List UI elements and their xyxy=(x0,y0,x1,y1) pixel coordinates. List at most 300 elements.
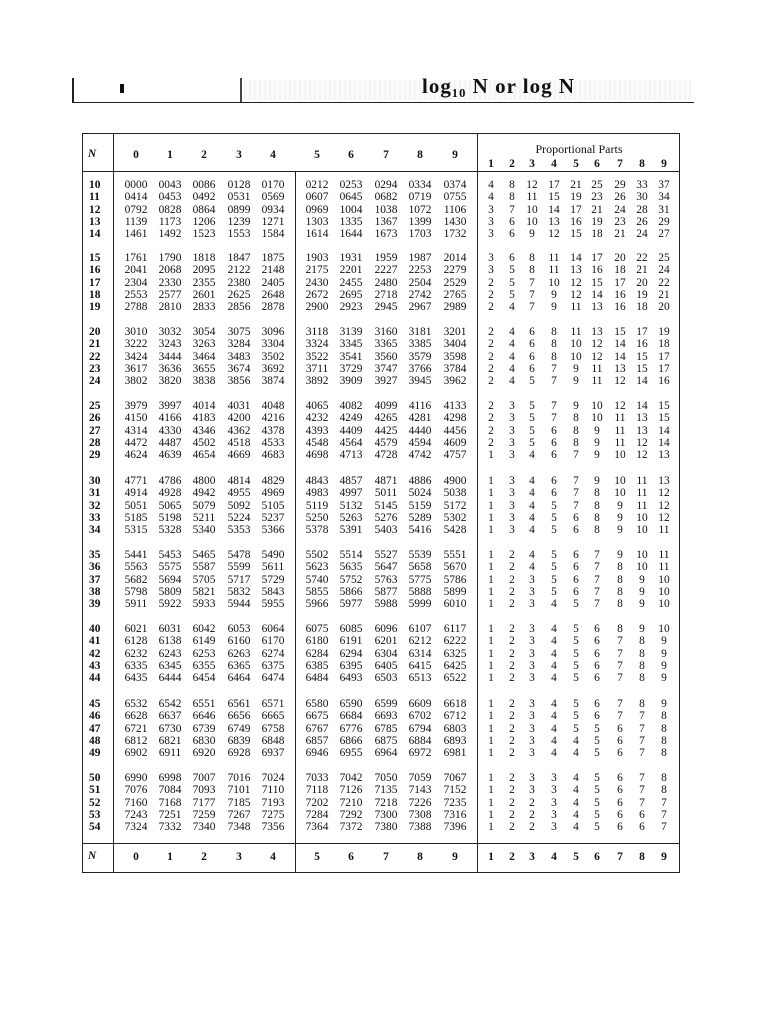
pp-value: 9 xyxy=(639,585,645,598)
log-value: 4624 xyxy=(124,449,148,462)
pp-value: 21 xyxy=(591,203,603,216)
n-footer: N xyxy=(87,850,97,862)
pp-value: 13 xyxy=(570,264,582,277)
log-value: 5250 xyxy=(305,511,329,524)
log-value: 3483 xyxy=(227,350,251,363)
log-value: 6395 xyxy=(339,659,363,672)
n-header: N xyxy=(87,148,97,160)
log-value: 3655 xyxy=(192,362,216,375)
log-value: 5315 xyxy=(124,524,148,537)
pp-value: 31 xyxy=(658,203,670,216)
pp-value: 9 xyxy=(639,598,645,611)
log-value: 7050 xyxy=(374,772,398,784)
log-value: 3711 xyxy=(305,362,329,375)
log-value: 4216 xyxy=(261,412,285,425)
log-value: 5752 xyxy=(339,573,363,586)
log-value: 4564 xyxy=(339,436,363,449)
row-n-value: 11 xyxy=(89,191,100,204)
log-value: 2577 xyxy=(158,288,182,301)
pp-value: 8 xyxy=(661,747,667,760)
log-value: 6964 xyxy=(374,747,398,760)
log-value: 6425 xyxy=(443,659,467,672)
pp-value: 1 xyxy=(488,585,494,598)
log-value: 7308 xyxy=(408,808,432,821)
log-value: 5263 xyxy=(339,511,363,524)
log-value: 3243 xyxy=(158,338,182,351)
pp-value: 6 xyxy=(509,215,515,228)
pp-value: 15 xyxy=(658,400,670,412)
log-value: 3909 xyxy=(339,375,363,388)
pp-value: 1 xyxy=(488,623,494,635)
pp-value: 8 xyxy=(529,252,535,264)
pp-value: 7 xyxy=(639,772,645,784)
log-value: 7332 xyxy=(158,821,182,834)
pp-value: 23 xyxy=(591,191,603,204)
log-value: 1335 xyxy=(339,215,363,228)
pp-value: 13 xyxy=(591,301,603,314)
log-value: 4065 xyxy=(305,400,329,412)
pp-value: 11 xyxy=(614,424,626,437)
pp-value: 10 xyxy=(614,487,626,500)
pp-value: 3 xyxy=(529,784,535,797)
pp-value: 7 xyxy=(661,808,667,821)
pp-value: 2 xyxy=(509,698,515,710)
log-value: 5551 xyxy=(443,549,467,561)
pp-value: 7 xyxy=(551,412,557,425)
log-value: 6656 xyxy=(227,710,251,723)
row-n-value: 47 xyxy=(89,722,101,735)
log-value: 4014 xyxy=(192,400,216,412)
log-value: 5441 xyxy=(124,549,148,561)
header-left-rule xyxy=(72,78,74,102)
log-value: 4771 xyxy=(124,475,148,487)
pp-value: 6 xyxy=(617,821,623,834)
pp-value: 2 xyxy=(488,301,494,314)
pp-value: 8 xyxy=(661,734,667,747)
log-value: 6675 xyxy=(305,710,329,723)
log-value: 6561 xyxy=(227,698,251,710)
pp-value: 1 xyxy=(488,808,494,821)
pp-value: 10 xyxy=(636,549,648,561)
log-value: 0294 xyxy=(374,179,398,191)
pp-value: 2 xyxy=(509,734,515,747)
pp-value: 3 xyxy=(529,672,535,685)
log-value: 4683 xyxy=(261,449,285,462)
log-value: 5955 xyxy=(261,598,285,611)
pp-value: 6 xyxy=(573,585,579,598)
log-value: 5922 xyxy=(158,598,182,611)
log-value: 2279 xyxy=(443,264,467,277)
pp-value: 7 xyxy=(529,288,535,301)
log-value: 3636 xyxy=(158,362,182,375)
pp-value: 10 xyxy=(591,400,603,412)
log-value: 6712 xyxy=(443,710,467,723)
pp-value: 8 xyxy=(594,511,600,524)
pp-value: 15 xyxy=(636,362,648,375)
log-value: 7067 xyxy=(443,772,467,784)
log-value: 4048 xyxy=(261,400,285,412)
log-value: 6031 xyxy=(158,623,182,635)
log-value: 1430 xyxy=(443,215,467,228)
row-n-value: 42 xyxy=(89,647,101,660)
log-value: 6972 xyxy=(408,747,432,760)
pp-value: 16 xyxy=(636,338,648,351)
log-value: 4639 xyxy=(158,449,182,462)
pp-value: 9 xyxy=(594,436,600,449)
pp-value: 8 xyxy=(551,350,557,363)
log-value: 7007 xyxy=(192,772,216,784)
log-value: 4669 xyxy=(227,449,251,462)
log-value: 6444 xyxy=(158,672,182,685)
log-value: 3729 xyxy=(339,362,363,375)
pp-value: 16 xyxy=(591,264,603,277)
log-value: 4829 xyxy=(261,475,285,487)
log-value: 4548 xyxy=(305,436,329,449)
pp-value: 4 xyxy=(551,635,557,648)
row-n-value: 32 xyxy=(89,499,101,512)
pp-column-footer: 2 xyxy=(509,851,515,863)
pp-value: 5 xyxy=(594,734,600,747)
log-value: 2041 xyxy=(124,264,148,277)
log-value: 0934 xyxy=(261,203,285,216)
log-value: 6222 xyxy=(443,635,467,648)
log-value: 0531 xyxy=(227,191,251,204)
pp-value: 22 xyxy=(658,276,670,289)
pp-value: 4 xyxy=(551,710,557,723)
column-footer: 9 xyxy=(452,851,458,863)
log-value: 7110 xyxy=(261,784,285,797)
log-value: 4031 xyxy=(227,400,251,412)
log-value: 6474 xyxy=(261,672,285,685)
log-value: 4200 xyxy=(227,412,251,425)
pp-column-header: 7 xyxy=(617,158,623,170)
log-value: 1072 xyxy=(408,203,432,216)
pp-value: 6 xyxy=(573,511,579,524)
log-value: 6920 xyxy=(192,747,216,760)
log-value: 6532 xyxy=(124,698,148,710)
log-value: 6085 xyxy=(339,623,363,635)
pp-value: 8 xyxy=(529,264,535,277)
log-value: 5340 xyxy=(192,524,216,537)
log-value: 5328 xyxy=(158,524,182,537)
pp-value: 6 xyxy=(509,252,515,264)
log-value: 6375 xyxy=(261,659,285,672)
log-value: 5855 xyxy=(305,585,329,598)
row-n-value: 12 xyxy=(89,203,101,216)
pp-value: 9 xyxy=(617,524,623,537)
pp-value: 12 xyxy=(548,228,560,241)
pp-value: 11 xyxy=(636,475,648,487)
pp-value: 8 xyxy=(594,524,600,537)
log-value: 0253 xyxy=(339,179,363,191)
log-value: 5911 xyxy=(124,598,148,611)
log-value: 5623 xyxy=(305,561,329,574)
row-n-value: 54 xyxy=(89,821,101,834)
log-value: 4133 xyxy=(443,400,467,412)
log-value: 2625 xyxy=(227,288,251,301)
log-value: 5635 xyxy=(339,561,363,574)
pp-value: 25 xyxy=(591,179,603,191)
log-value: 0607 xyxy=(305,191,329,204)
log-value: 3820 xyxy=(158,375,182,388)
pp-value: 11 xyxy=(548,252,560,264)
pp-value: 1 xyxy=(488,549,494,561)
log-value: 4314 xyxy=(124,424,148,437)
column-footer: 4 xyxy=(270,851,276,863)
pp-value: 6 xyxy=(594,659,600,672)
pp-value: 19 xyxy=(636,288,648,301)
log-value: 6522 xyxy=(443,672,467,685)
log-value: 6345 xyxy=(158,659,182,672)
pp-value: 6 xyxy=(617,784,623,797)
log-value: 6875 xyxy=(374,734,398,747)
pp-value: 4 xyxy=(573,772,579,784)
pp-value: 9 xyxy=(573,400,579,412)
pp-value: 11 xyxy=(548,264,560,277)
pp-value: 1 xyxy=(488,734,494,747)
pp-value: 1 xyxy=(488,511,494,524)
log-value: 2405 xyxy=(261,276,285,289)
log-value: 0645 xyxy=(339,191,363,204)
log-value: 6021 xyxy=(124,623,148,635)
pp-value: 5 xyxy=(594,796,600,809)
pp-value: 2 xyxy=(509,821,515,834)
pp-value: 7 xyxy=(617,647,623,660)
pp-value: 5 xyxy=(573,722,579,735)
pp-value: 9 xyxy=(617,549,623,561)
pp-value: 4 xyxy=(573,796,579,809)
pp-value: 17 xyxy=(548,179,560,191)
log-value: 1206 xyxy=(192,215,216,228)
log-value: 7101 xyxy=(227,784,251,797)
log-value: 6335 xyxy=(124,659,148,672)
pp-value: 1 xyxy=(488,821,494,834)
pp-value: 2 xyxy=(509,623,515,635)
row-n-value: 14 xyxy=(89,228,101,241)
pp-value: 4 xyxy=(529,487,535,500)
pp-value: 15 xyxy=(570,228,582,241)
log-value: 6609 xyxy=(408,698,432,710)
pp-value: 3 xyxy=(529,623,535,635)
log-value: 4116 xyxy=(408,400,432,412)
pp-value: 7 xyxy=(661,796,667,809)
log-value: 2148 xyxy=(261,264,285,277)
log-value: 6618 xyxy=(443,698,467,710)
pp-value: 17 xyxy=(570,203,582,216)
pp-value: 4 xyxy=(529,449,535,462)
log-value: 7340 xyxy=(192,821,216,834)
pp-value: 1 xyxy=(488,487,494,500)
pp-value: 21 xyxy=(658,288,670,301)
log-value: 6243 xyxy=(158,647,182,660)
log-value: 6053 xyxy=(227,623,251,635)
log-value: 7084 xyxy=(158,784,182,797)
log-value: 6990 xyxy=(124,772,148,784)
log-value: 3856 xyxy=(227,375,251,388)
log-value: 6730 xyxy=(158,722,182,735)
log-value: 6955 xyxy=(339,747,363,760)
pp-value: 2 xyxy=(509,585,515,598)
pp-value: 2 xyxy=(488,362,494,375)
pp-value: 5 xyxy=(594,821,600,834)
log-value: 3838 xyxy=(192,375,216,388)
log-value: 4742 xyxy=(408,449,432,462)
pp-value: 13 xyxy=(658,475,670,487)
row-n-value: 24 xyxy=(89,375,101,388)
pp-value: 2 xyxy=(488,288,494,301)
pp-value: 3 xyxy=(529,722,535,735)
log-value: 6803 xyxy=(443,722,467,735)
pp-value: 1 xyxy=(488,635,494,648)
log-value: 6325 xyxy=(443,647,467,660)
log-value: 0374 xyxy=(443,179,467,191)
log-value: 3579 xyxy=(408,350,432,363)
pp-value: 5 xyxy=(573,647,579,660)
log-value: 4698 xyxy=(305,449,329,462)
pp-value: 3 xyxy=(529,585,535,598)
column-header: 0 xyxy=(133,149,139,161)
pp-value: 9 xyxy=(551,301,557,314)
log-value: 5705 xyxy=(192,573,216,586)
column-header: 9 xyxy=(452,149,458,161)
pp-value: 5 xyxy=(573,672,579,685)
pp-value: 1 xyxy=(488,722,494,735)
pp-value: 1 xyxy=(488,710,494,723)
log-value: 5159 xyxy=(408,499,432,512)
pp-value: 12 xyxy=(591,350,603,363)
pp-value: 12 xyxy=(570,288,582,301)
log-value: 7316 xyxy=(443,808,467,821)
row-n-value: 15 xyxy=(89,252,101,264)
log-value: 4533 xyxy=(261,436,285,449)
log-value: 5843 xyxy=(261,585,285,598)
pp-value: 1 xyxy=(488,475,494,487)
log-value: 5775 xyxy=(408,573,432,586)
pp-value: 33 xyxy=(636,179,648,191)
log-value: 0414 xyxy=(124,191,148,204)
pp-value: 11 xyxy=(591,362,603,375)
pp-value: 14 xyxy=(658,424,670,437)
log-value: 6232 xyxy=(124,647,148,660)
pp-value: 20 xyxy=(614,252,626,264)
pp-value: 6 xyxy=(617,747,623,760)
pp-value: 9 xyxy=(661,698,667,710)
log-value: 5587 xyxy=(192,561,216,574)
log-value: 7324 xyxy=(124,821,148,834)
log-value: 6513 xyxy=(408,672,432,685)
log-value: 1038 xyxy=(374,203,398,216)
log-value: 4786 xyxy=(158,475,182,487)
pp-value: 8 xyxy=(639,672,645,685)
log-value: 7388 xyxy=(408,821,432,834)
log-value: 3692 xyxy=(261,362,285,375)
log-value: 3522 xyxy=(305,350,329,363)
log-value: 1790 xyxy=(158,252,182,264)
page-header xyxy=(72,74,694,103)
log-value: 0719 xyxy=(408,191,432,204)
log-value: 6385 xyxy=(305,659,329,672)
log-value: 1139 xyxy=(124,215,148,228)
log-value: 7177 xyxy=(192,796,216,809)
pp-value: 4 xyxy=(551,734,557,747)
pp-value: 15 xyxy=(591,276,603,289)
row-n-value: 28 xyxy=(89,436,101,449)
pp-value: 29 xyxy=(614,179,626,191)
pp-value: 6 xyxy=(594,698,600,710)
pp-value: 9 xyxy=(573,375,579,388)
row-n-value: 31 xyxy=(89,487,101,500)
pp-value: 6 xyxy=(551,475,557,487)
log-value: 6702 xyxy=(408,710,432,723)
log-value: 3502 xyxy=(261,350,285,363)
pp-value: 9 xyxy=(573,362,579,375)
log-value: 4298 xyxy=(443,412,467,425)
pp-value: 6 xyxy=(617,722,623,735)
pp-value: 11 xyxy=(658,524,670,537)
pp-value: 4 xyxy=(509,375,515,388)
log-value: 1761 xyxy=(124,252,148,264)
pp-value: 16 xyxy=(614,288,626,301)
log-value: 2095 xyxy=(192,264,216,277)
log-value: 2695 xyxy=(339,288,363,301)
log-value: 5966 xyxy=(305,598,329,611)
row-n-value: 37 xyxy=(89,573,101,586)
log-value: 6149 xyxy=(192,635,216,648)
pp-value: 24 xyxy=(658,264,670,277)
log-value: 2810 xyxy=(158,301,182,314)
log-value: 2253 xyxy=(408,264,432,277)
pp-value: 7 xyxy=(529,301,535,314)
log-value: 1875 xyxy=(261,252,285,264)
pp-value: 16 xyxy=(570,215,582,228)
log-value: 6693 xyxy=(374,710,398,723)
pp-value: 13 xyxy=(591,326,603,338)
log-value: 5888 xyxy=(408,585,432,598)
pp-value: 2 xyxy=(488,424,494,437)
log-value: 2122 xyxy=(227,264,251,277)
pp-value: 4 xyxy=(529,511,535,524)
log-value: 6284 xyxy=(305,647,329,660)
pp-value: 7 xyxy=(617,672,623,685)
pp-value: 5 xyxy=(573,698,579,710)
log-value: 3404 xyxy=(443,338,467,351)
pp-value: 6 xyxy=(617,734,623,747)
log-value: 7152 xyxy=(443,784,467,797)
log-value: 6551 xyxy=(192,698,216,710)
log-value: 6937 xyxy=(261,747,285,760)
log-value: 4425 xyxy=(374,424,398,437)
pp-value: 3 xyxy=(529,747,535,760)
row-n-value: 21 xyxy=(89,338,101,351)
pp-value: 14 xyxy=(614,350,626,363)
pp-value: 3 xyxy=(509,475,515,487)
log-value: 4249 xyxy=(339,412,363,425)
pp-value: 8 xyxy=(594,487,600,500)
pp-value: 10 xyxy=(526,215,538,228)
pp-column-footer: 3 xyxy=(529,851,535,863)
log-value: 3118 xyxy=(305,326,329,338)
log-value: 4900 xyxy=(443,475,467,487)
pp-value: 6 xyxy=(594,647,600,660)
log-value: 5514 xyxy=(339,549,363,561)
log-value: 7193 xyxy=(261,796,285,809)
log-value: 2330 xyxy=(158,276,182,289)
pp-value: 8 xyxy=(617,623,623,635)
pp-column-footer: 5 xyxy=(573,851,579,863)
log-value: 3263 xyxy=(192,338,216,351)
pp-value: 2 xyxy=(529,821,535,834)
log-value: 5092 xyxy=(227,499,251,512)
